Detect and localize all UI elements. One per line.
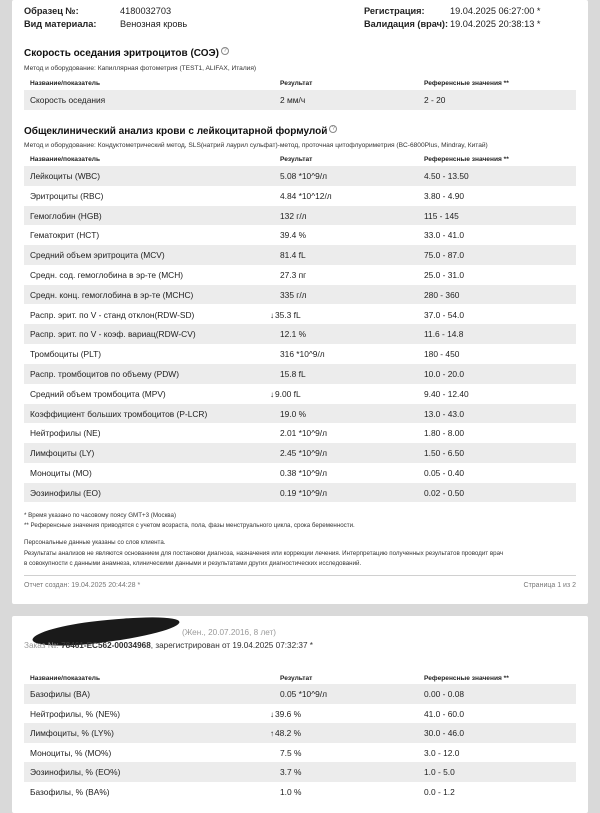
row-result-value: 39.4 %: [280, 230, 307, 241]
row-result: [280, 448, 327, 458]
row-name: Тромбоциты (PLT): [30, 349, 102, 360]
table-row: [24, 186, 576, 206]
header-row-2: [24, 19, 576, 31]
row-reference: 3.0 - 12.0: [424, 747, 460, 758]
material-label: Вид материала:: [24, 19, 97, 29]
row-result: [280, 468, 327, 478]
table-row: [24, 782, 576, 802]
table-row: [24, 743, 576, 763]
row-name: Коэффициент больших тромбоцитов (P-LCR): [30, 408, 208, 419]
arrow-up-icon: ↑: [270, 729, 274, 739]
row-reference: 10.0 - 20.0: [424, 369, 465, 379]
row-name: Базофилы (BA): [30, 689, 91, 699]
note-reference: ** Референсные значения приводятся с учетом возраста, пола, фазы менструального цикла, срока беременности.: [24, 522, 355, 529]
info-icon[interactable]: ?: [329, 125, 337, 133]
soe-section-title: [24, 47, 229, 59]
table-row: [24, 265, 576, 285]
row-result-value: 35.3 fL: [275, 309, 301, 320]
row-result: [280, 95, 305, 105]
order-number: 78461-EC562-00034968: [61, 641, 151, 650]
table-row: [24, 684, 576, 704]
row-reference: 30.0 - 46.0: [424, 728, 465, 739]
note-disclaimer-1: Результаты анализов не являются основанием для постановки диагноза, назначения или коррекции лечения. Интерпретацию полученных результатов проводит врач: [24, 550, 504, 557]
row-result: [280, 171, 327, 181]
row-reference: 25.0 - 31.0: [424, 270, 465, 280]
row-result-value: 27.3 пг: [280, 270, 307, 280]
row-reference: 41.0 - 60.0: [424, 708, 465, 719]
table-row: [24, 443, 576, 463]
page-number: Страница 1 из 2: [523, 582, 576, 589]
row-result: [280, 290, 307, 300]
table-row: [24, 225, 576, 245]
row-reference: 280 - 360: [424, 289, 460, 300]
row-reference: 0.00 - 0.08: [424, 689, 465, 699]
footer-divider: [24, 575, 576, 576]
row-result: [270, 728, 301, 738]
row-result-value: 132 г/л: [280, 210, 307, 221]
row-result: [280, 787, 301, 797]
order-info: [24, 641, 313, 650]
table-row: [24, 206, 576, 226]
registration-label: Регистрация:: [364, 6, 425, 16]
col-reference-header: Референсные значения **: [424, 80, 509, 87]
table-row: [24, 324, 576, 344]
row-result-value: 9.00 fL: [275, 388, 301, 399]
row-result-value: 2.45 *10^9/л: [280, 448, 328, 459]
row-result: [270, 709, 301, 719]
row-result: [270, 389, 301, 399]
row-name: Распр. эрит. по V - коэф. вариац(RDW-CV): [30, 329, 196, 340]
report-page-2: [12, 616, 588, 813]
col-result-header: Результат: [280, 80, 313, 87]
row-result: [280, 270, 306, 280]
row-result-value: 3.7 %: [280, 767, 302, 778]
table-row: [24, 305, 576, 325]
row-reference: 3.80 - 4.90: [424, 190, 465, 201]
row-reference: 9.40 - 12.40: [424, 388, 469, 399]
col-result-header: Результат: [280, 156, 313, 163]
table-row: [24, 285, 576, 305]
row-reference: 13.0 - 43.0: [424, 408, 465, 419]
row-result: [280, 191, 332, 201]
registration-value: 19.04.2025 06:27:00 *: [450, 6, 541, 16]
row-result: [280, 230, 306, 240]
order-prefix: Заказ №:: [24, 641, 59, 650]
row-result-value: 316 *10^9/л: [280, 349, 325, 360]
col-result-header: Результат: [280, 675, 313, 682]
row-reference: 11.6 - 14.8: [424, 329, 464, 340]
row-result-value: 1.0 %: [280, 787, 302, 797]
row-reference: 4.50 - 13.50: [424, 171, 469, 181]
table-row: [24, 364, 576, 384]
table-row: [24, 463, 576, 483]
row-name: Эозинофилы, % (EO%): [30, 767, 121, 778]
soe-method: Метод и оборудование: Капиллярная фотометрия (TEST1, ALIFAX, Италия): [24, 65, 257, 72]
report-page-1: [12, 0, 588, 604]
row-result-value: 5.08 *10^9/л: [280, 171, 328, 181]
row-name: Лимфоциты (LY): [30, 448, 95, 459]
table-row: [24, 483, 576, 503]
patient-info: (Жен., 20.07.2016, 8 лет): [182, 628, 276, 637]
row-name: Средн. конц. гемоглобина в эр-те (MCHC): [30, 289, 194, 300]
row-result-value: 0.38 *10^9/л: [280, 468, 328, 478]
row-name: Распр. тромбоцитов по объему (PDW): [30, 369, 179, 379]
row-name: Распр. эрит. по V - станд отклон(RDW-SD): [30, 309, 195, 320]
row-result-value: 0.05 *10^9/л: [280, 689, 328, 699]
row-result: [280, 409, 306, 419]
row-result-value: 4.84 *10^12/л: [280, 190, 332, 201]
arrow-down-icon: ↓: [270, 709, 274, 719]
row-reference: 33.0 - 41.0: [424, 230, 465, 241]
row-reference: 115 - 145: [424, 210, 459, 221]
table-row: [24, 723, 576, 743]
info-icon[interactable]: ?: [221, 47, 229, 55]
col-name-header: Название/показатель: [30, 156, 101, 163]
table-row: [24, 344, 576, 364]
row-result-value: 19.0 %: [280, 408, 307, 419]
row-reference: 0.0 - 1.2: [424, 787, 455, 797]
cbc-title-text: Общеклинический анализ крови с лейкоцитарной формулой: [24, 126, 328, 137]
table-row: [24, 704, 576, 724]
row-result: [280, 211, 307, 221]
row-result-value: 335 г/л: [280, 289, 307, 300]
row-result-value: 48.2 %: [275, 728, 302, 739]
note-timezone: * Время указано по часовому поясу GMT+3 (Москва): [24, 512, 177, 519]
note-personal-data: Персональные данные указаны со слов клиента.: [24, 539, 166, 546]
row-reference: 2 - 20: [424, 95, 446, 105]
row-result: [270, 310, 301, 320]
arrow-down-icon: ↓: [270, 310, 274, 320]
row-result: [280, 748, 301, 758]
row-reference: 180 - 450: [424, 349, 460, 360]
table-row: [24, 384, 576, 404]
row-reference: 37.0 - 54.0: [424, 309, 465, 320]
sample-label: Образец №:: [24, 6, 79, 16]
row-reference: 0.05 - 0.40: [424, 468, 465, 478]
validation-label: Валидация (врач):: [364, 19, 449, 29]
row-result-value: 2 мм/ч: [280, 95, 306, 105]
row-result: [280, 428, 327, 438]
header-row-1: [24, 6, 576, 18]
arrow-down-icon: ↓: [270, 389, 274, 399]
cbc-method: Метод и оборудование: Кондуктометрический метод, SLS(натрий лаурил сульфат)-метод, проточная цитофлуориметрия (BC-6800Plus, Mindray, Китай): [24, 142, 488, 149]
row-name: Средний объем эритроцита (MCV): [30, 250, 165, 261]
row-result: [280, 329, 306, 339]
order-suffix: , зарегистрирован от 19.04.2025 07:32:37 *: [150, 641, 313, 650]
row-result-value: 12.1 %: [280, 329, 307, 340]
row-name: Моноциты, % (MO%): [30, 747, 112, 758]
row-result: [280, 767, 301, 777]
row-name: Моноциты (MO): [30, 468, 92, 478]
row-name: Средний объем тромбоцита (MPV): [30, 388, 166, 399]
row-result: [280, 369, 306, 379]
row-reference: 1.80 - 8.00: [424, 428, 465, 439]
row-result: [280, 488, 327, 498]
col-reference-header: Референсные значения **: [424, 156, 509, 163]
table-row: [24, 90, 576, 110]
cbc-section-title: [24, 125, 337, 137]
row-reference: 1.0 - 5.0: [424, 767, 455, 778]
table-row: [24, 762, 576, 782]
report-created: Отчет создан: 19.04.2025 20:44:28 *: [24, 582, 141, 589]
row-reference: 75.0 - 87.0: [424, 250, 465, 261]
row-result-value: 2.01 *10^9/л: [280, 428, 328, 439]
table-row: [24, 404, 576, 424]
soe-title-text: Скорость оседания эритроцитов (СОЭ): [24, 48, 219, 59]
row-name: Гематокрит (HCT): [30, 230, 100, 241]
row-reference: 0.02 - 0.50: [424, 487, 465, 498]
col-name-header: Название/показатель: [30, 675, 101, 682]
table-row: [24, 166, 576, 186]
row-name: Нейтрофилы, % (NE%): [30, 708, 121, 719]
row-name: Средн. сод. гемоглобина в эр-те (MCH): [30, 270, 184, 280]
validation-value: 19.04.2025 20:38:13 *: [450, 19, 541, 29]
row-name: Нейтрофилы (NE): [30, 428, 101, 439]
row-result: [280, 349, 325, 359]
row-result-value: 15.8 fL: [280, 369, 306, 379]
row-result: [280, 689, 327, 699]
row-name: Лейкоциты (WBC): [30, 171, 101, 181]
row-result-value: 81.4 fL: [280, 250, 306, 261]
row-name: Базофилы, % (BA%): [30, 787, 110, 797]
table-row: [24, 245, 576, 265]
row-name: Эозинофилы (EO): [30, 487, 101, 498]
row-name: Лимфоциты, % (LY%): [30, 728, 114, 739]
row-name: Гемоглобин (HGB): [30, 210, 102, 221]
row-name: Скорость оседания: [30, 95, 106, 105]
col-name-header: Название/показатель: [30, 80, 101, 87]
row-result-value: 7.5 %: [280, 747, 302, 758]
sample-value: 4180032703: [120, 6, 172, 16]
row-result-value: 39.6 %: [275, 708, 302, 719]
row-result-value: 0.19 *10^9/л: [280, 487, 328, 498]
row-result: [280, 250, 306, 260]
col-reference-header: Референсные значения **: [424, 675, 509, 682]
table-row: [24, 423, 576, 443]
row-reference: 1.50 - 6.50: [424, 448, 465, 459]
note-disclaimer-2: в совокупности с данными анамнеза, клиническими данными и результатами других диагностических исследований.: [24, 560, 362, 567]
row-name: Эритроциты (RBC): [30, 190, 104, 201]
material-value: Венозная кровь: [120, 19, 188, 29]
